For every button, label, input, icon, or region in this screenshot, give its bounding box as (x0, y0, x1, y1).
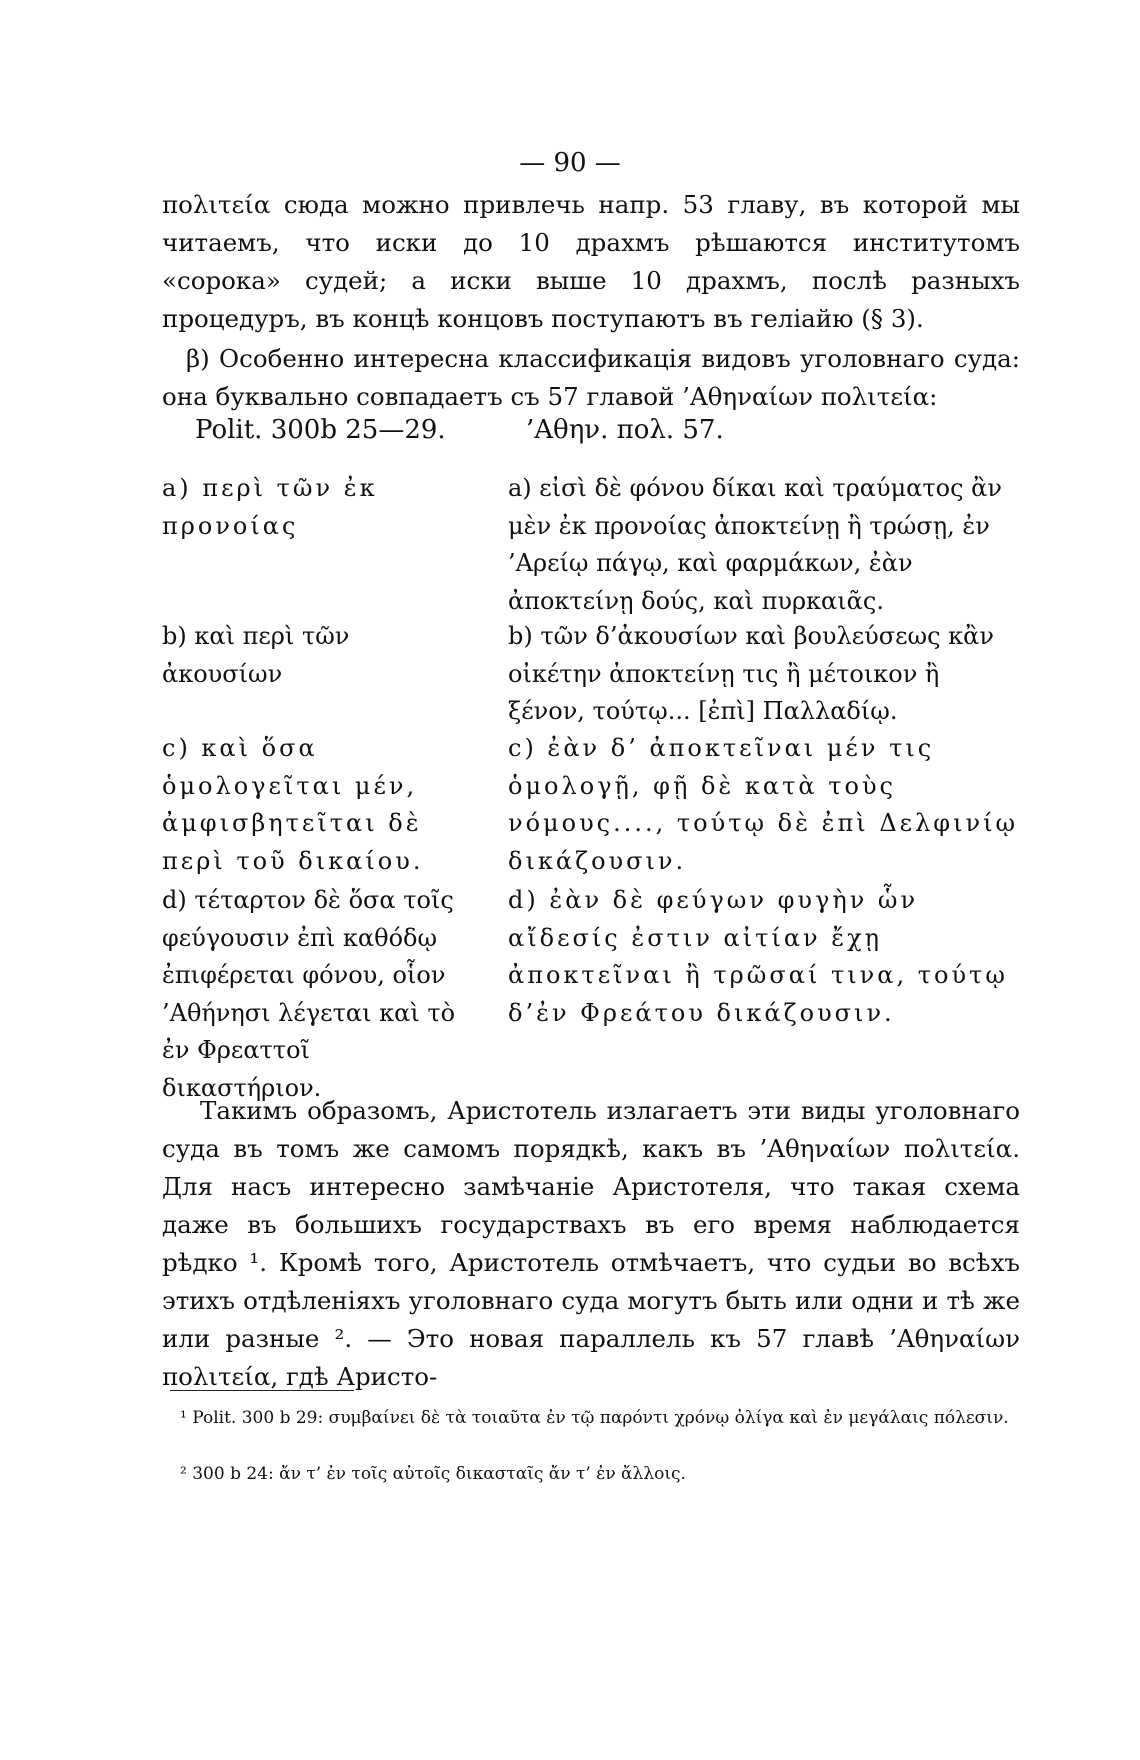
footnote-rule (170, 1390, 354, 1391)
paragraph-1 (162, 186, 1020, 338)
page-number: — 90 — (519, 148, 621, 178)
footnote-2: ² 300 b 24: ἄν τ’ ἐν τοῖς αὐτοῖς δικασταῖς ἄν τ’ ἐν ἄλλοις. (180, 1464, 686, 1484)
column-heading-athenaion: ’Αθην. πολ. 57. (526, 415, 724, 445)
paragraph-3 (162, 1092, 1020, 1396)
paragraph-3-text: Такимъ образомъ, Аристотель излагаетъ эти виды уголовнаго суда въ томъ же самомъ порядкѣ, какъ въ ’Αθηναίων πολιτεία. Для насъ интересно замѣчаніе Аристотеля, что такая схема даже въ большихъ государствахъ въ его время наблюдается рѣдко ¹. Кромѣ того, Аристотель отмѣчаетъ, что судьи во всѣхъ этихъ отдѣленіяхъ уголовнаго суда могутъ быть или одни и тѣ же или разные ². — Это новая параллель къ 57 главѣ ’Αθηναίων πολιτεία, гдѣ Аристо- (162, 1096, 1020, 1391)
paragraph-2-text: β) Особенно интересна классификація видовъ уголовнаго суда: она буквально совпадаетъ съ 57 главой ’Αθηναίων πολιτεία: (162, 344, 1020, 411)
footnote-1: ¹ Polit. 300 b 29: συμβαίνει δὲ τὰ τοιαῦτα ἐν τῷ παρόντι χρόνῳ ὀλίγα καὶ ἐν μεγάλαις πόλεσιν. (180, 1408, 1009, 1428)
column-heading-politics: Polit. 300b 25—29. (195, 415, 446, 445)
left-column-item-b: b) καὶ περὶ τῶν ἀκουσίων (162, 622, 350, 688)
left-column-item-c: c) καὶ ὅσα ὁμολογεῖται μέν, ἀμφισβητεῖται δὲ περὶ τοῦ δικαίου. (162, 734, 424, 875)
right-column-item-a: a) εἰσὶ δὲ φόνου δίκαι καὶ τραύματος ἂν μὲν ἐκ προνοίας ἀποκτείνῃ ἢ τρώσῃ, ἐν ’Αρείῳ πάγῳ, καὶ φαρμάκων, ἐὰν ἀποκτείνῃ δούς, καὶ πυρκαιᾶς. (508, 474, 1002, 615)
parallel-columns (162, 470, 1020, 1102)
left-column-item-d: d) τέταρτον δὲ ὅσα τοῖς φεύγουσιν ἐπὶ καθόδῳ ἐπιφέρεται φόνου, οἷον ’Αθήνησι λέγεται καὶ τὸ ἐν Φρεαττοῖ δικαστήριον. (162, 886, 456, 1102)
right-column-item-c: c) ἐὰν δ’ ἀποκτεῖναι μέν τις ὁμολογῇ, φῇ δὲ κατὰ τοὺς νόμους...., τούτῳ δὲ ἐπὶ Δελφινίῳ δικάζουσιν. (508, 734, 1019, 875)
paragraph-1-text: πολιτεία сюда можно привлечь напр. 53 главу, въ которой мы читаемъ, что иски до 10 драхмъ рѣшаются институтомъ «сорока» судей; а иски выше 10 драхмъ, послѣ разныхъ процедуръ, въ концѣ концовъ поступаютъ въ геліайю (§ 3). (162, 190, 1020, 333)
paragraph-2 (162, 340, 1020, 416)
left-column-item-a: a) περὶ τῶν ἐκ προνοίας (162, 474, 378, 540)
right-column-item-b: b) τῶν δ’ἀκουσίων καὶ βουλεύσεως κἂν οἰκέτην ἀποκτείνῃ τις ἢ μέτοικον ἢ ξένον, τούτῳ... [ἐπὶ] Παλλαδίῳ. (508, 622, 994, 725)
right-column-item-d: d) ἐὰν δὲ φεύγων φυγὴν ὧν αἴδεσίς ἐστιν αἰτίαν ἔχῃ ἀποκτεῖναι ἢ τρῶσαί τινα, τούτῳ δ’ἐν Φρεάτου δικάζουσιν. (508, 886, 1008, 1027)
